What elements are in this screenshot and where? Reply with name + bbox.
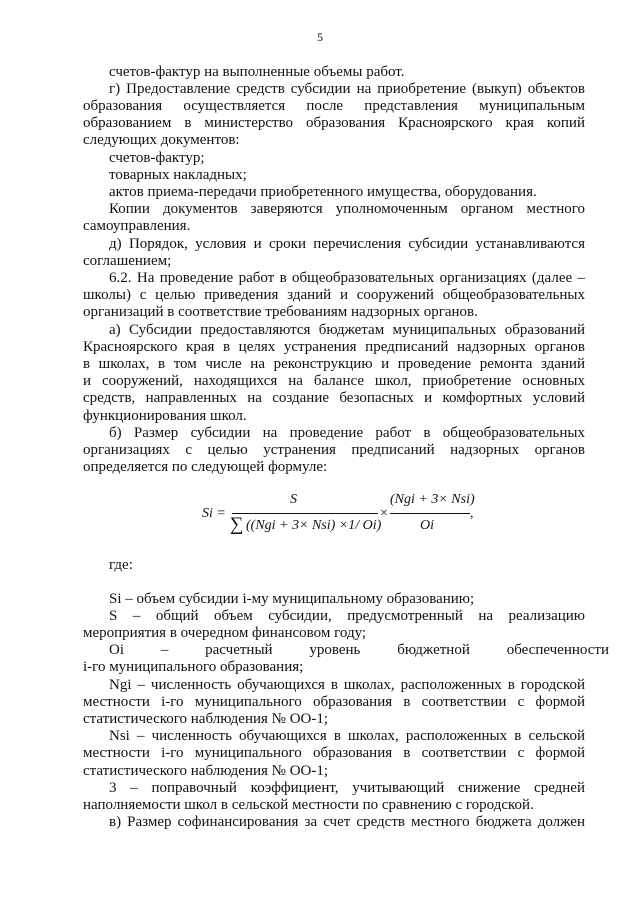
text-line: Si – объем субсидии i-му муниципальному образованию; <box>109 591 475 607</box>
sum-sign: ∑ <box>230 514 244 535</box>
text-line: и сооружений, находящихся на балансе школ, приобретение основных <box>83 373 585 389</box>
text-line: 3 – поправочный коэффициент, учитывающий снижение средней <box>109 780 585 796</box>
text-line: б) Размер субсидии на проведение работ в общеобразовательных <box>109 425 585 441</box>
subsidy-formula <box>202 492 502 542</box>
text-line: средств, направленных на создание безопасных и комфортных условий <box>83 390 585 406</box>
page-number: 5 <box>317 30 323 44</box>
formula-lhs: Si = <box>202 506 226 521</box>
text-line: д) Порядок, условия и сроки перечисления субсидии устанавливаются <box>109 236 585 252</box>
text-line: Ngi – численность обучающихся в школах, расположенных в городской <box>109 677 585 693</box>
text-line: следующих документов: <box>83 132 240 148</box>
text-line: школы) с целью приведения зданий и сооружений общеобразовательных <box>83 287 585 303</box>
fraction-bar-2 <box>390 513 470 514</box>
text-line: местности i-го муниципального образования в соответствии с формой <box>83 745 585 761</box>
text-line: Oi – расчетный уровень бюджетной обеспеченности <box>109 642 609 658</box>
formula-denominator: ((Ngi + 3× Nsi) ×1/ Oi) <box>246 518 382 533</box>
text-line: организаций в соответствие требованиям надзорных органов. <box>83 304 478 320</box>
times-sign: × <box>380 506 388 521</box>
text-line: Красноярского края в целях устранения предписаний надзорных органов <box>83 339 585 355</box>
text-line: статистического наблюдения № ОО-1; <box>83 763 329 779</box>
text-line: определяется по следующей формуле: <box>83 459 328 475</box>
text-line: статистического наблюдения № ОО-1; <box>83 711 329 727</box>
formula-comma: , <box>470 506 474 521</box>
text-line: в) Размер софинансирования за счет средств местного бюджета должен <box>109 814 585 830</box>
text-line: мероприятия в очередном финансовом году; <box>83 625 367 641</box>
text-line: г) Предоставление средств субсидии на приобретение (выкуп) объектов <box>109 81 585 97</box>
formula-numerator: S <box>290 492 297 507</box>
text-line: соглашением; <box>83 253 172 269</box>
text-line: в школах, в том числе на реконструкцию и проведение ремонта зданий <box>83 356 585 372</box>
text-line: где: <box>109 557 133 573</box>
text-line: счетов-фактур на выполненные объемы работ. <box>109 64 405 80</box>
text-line: 6.2. На проведение работ в общеобразовательных организациях (далее – <box>109 270 585 286</box>
text-line: S – общий объем субсидии, предусмотренный на реализацию <box>109 608 585 624</box>
text-line: наполняемости школ в сельской местности по сравнению с городской. <box>83 797 534 813</box>
text-line: товарных накладных; <box>109 167 247 183</box>
text-line: образования осуществляется после представления муниципальным <box>83 98 585 114</box>
text-line: Nsi – численность обучающихся в школах, расположенных в сельской <box>109 728 585 744</box>
fraction-bar <box>232 513 378 514</box>
text-line: а) Субсидии предоставляются бюджетам муниципальных образований <box>109 322 585 338</box>
text-line: i-го муниципального образования; <box>83 659 304 675</box>
text-line: организациях с целью устранения предписаний надзорных органов <box>83 442 585 458</box>
formula-numerator-2: (Ngi + 3× Nsi) <box>390 492 475 507</box>
text-line: местности i-го муниципального образования в соответствии с формой <box>83 694 585 710</box>
formula-denominator-2: Oi <box>420 518 434 533</box>
text-line: образованием в министерство образования Красноярского края копий <box>83 115 585 131</box>
text-line: Копии документов заверяются уполномоченным органом местного <box>109 201 585 217</box>
text-line: самоуправления. <box>83 218 191 234</box>
text-line: актов приема-передачи приобретенного имущества, оборудования. <box>109 184 537 200</box>
text-line: функционирования школ. <box>83 408 247 424</box>
text-line: счетов-фактур; <box>109 150 205 166</box>
